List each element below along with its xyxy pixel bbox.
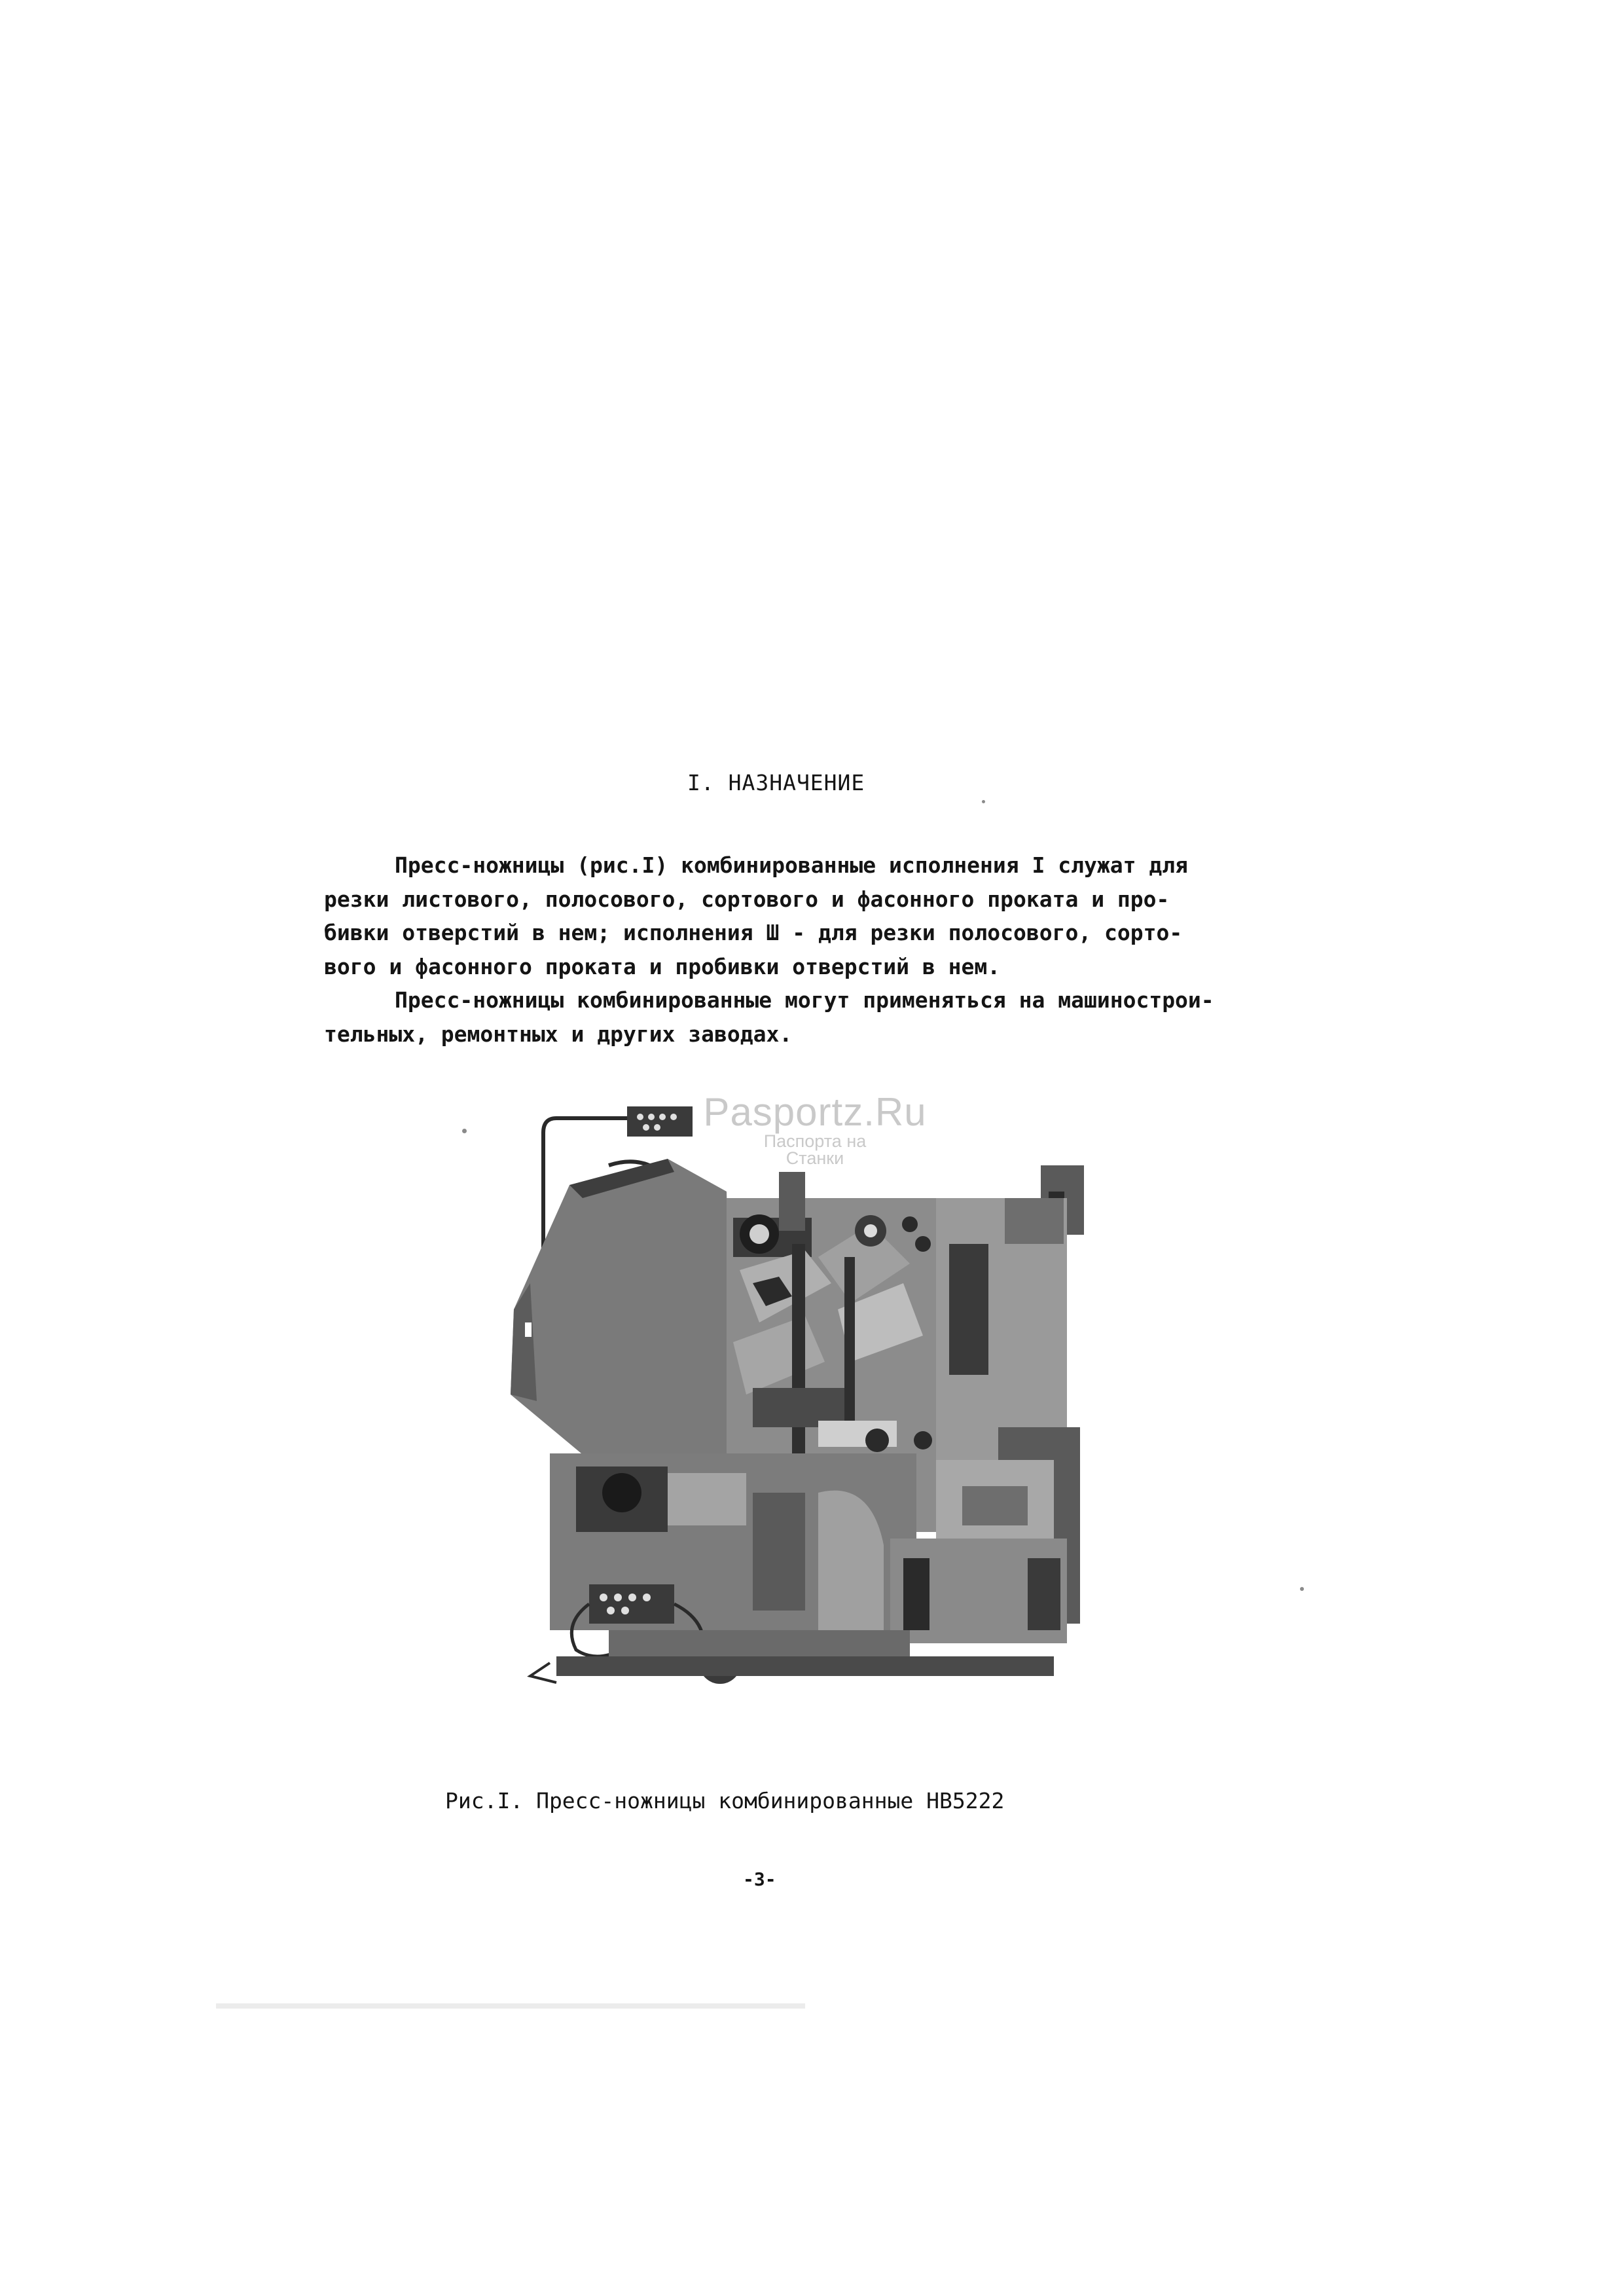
section-heading: I. НАЗНАЧЕНИЕ: [687, 770, 865, 795]
page-number: -3-: [743, 1868, 776, 1890]
paragraph-1-line-3: бивки отверстий в нем; исполнения Ш - для резки полосового, сорто-: [324, 920, 1183, 945]
body-text: [324, 848, 1247, 1051]
scan-speck: [462, 1129, 467, 1133]
paragraph-2-line-2: тельных, ремонтных и других заводах.: [324, 1021, 793, 1047]
watermark: [661, 1092, 969, 1167]
paragraph-1-line-1: Пресс-ножницы (рис.I) комбинированные исполнения I служат для: [395, 852, 1188, 878]
paragraph-1-line-4: вого и фасонного проката и пробивки отверстий в нем.: [324, 953, 1001, 979]
scan-speck: [982, 800, 985, 803]
paragraph-1-line-2: резки листового, полосового, сортового и фасонного проката и про-: [324, 886, 1170, 912]
paragraph-2-line-1: Пресс-ножницы комбинированные могут применяться на машинострои-: [395, 987, 1214, 1013]
machine-photo-drawing: [452, 1087, 1093, 1761]
watermark-subtitle-line-2: Станки: [785, 1148, 844, 1168]
machine-photo: [452, 1087, 1093, 1761]
watermark-subtitle-line-1: Паспорта на: [763, 1131, 867, 1151]
watermark-title: Pasportz.Ru: [703, 1090, 927, 1134]
lower-pendant: [589, 1584, 674, 1624]
scan-artifact: [216, 2003, 805, 2009]
figure-caption: Рис.I. Пресс-ножницы комбинированные НВ5222: [445, 1788, 1005, 1813]
scan-speck: [1300, 1587, 1304, 1591]
